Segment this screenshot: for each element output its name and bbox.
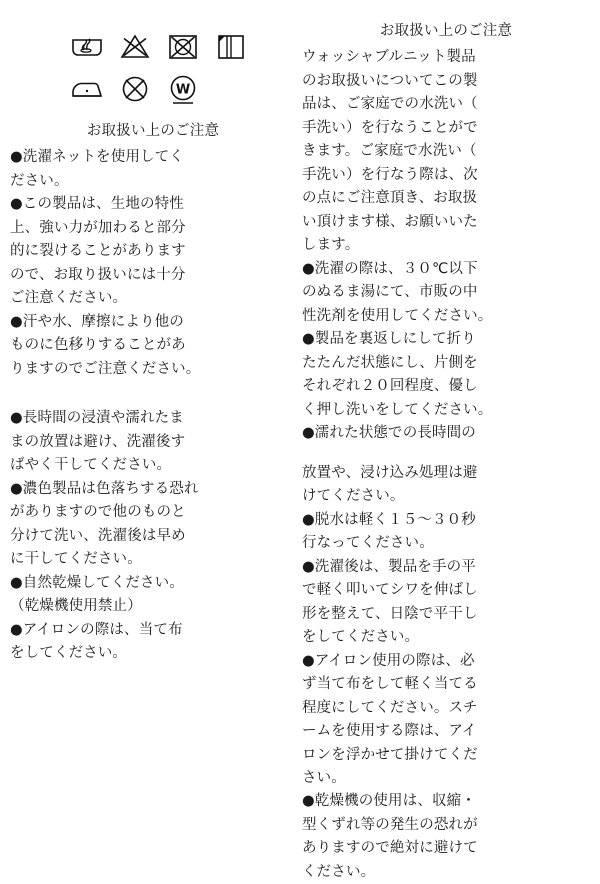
- text-line: ウォッシャブルニット製品: [302, 49, 476, 66]
- text-line: がありますので他のものと: [10, 504, 186, 521]
- spacer: [8, 381, 298, 407]
- text-line: 行なってください。: [302, 535, 434, 552]
- text-line: 性洗剤を使用してください。: [302, 307, 493, 324]
- text-line: 上、強い力が加わると部分: [10, 219, 186, 236]
- text-line: 程度にしてください。スチ: [302, 699, 478, 716]
- text-line: ●自然乾燥してください。: [10, 574, 184, 591]
- text-line: 手洗い）を行なうことがで: [302, 119, 478, 136]
- text-line: ださい。: [10, 172, 69, 189]
- care-symbols-row-1: [70, 30, 298, 64]
- text-line: ものに色移りすることがあ: [10, 337, 186, 354]
- text-line: それぞれ２０回程度、優し: [302, 378, 478, 395]
- text-line: ●洗濯後は、製品を手の平: [302, 558, 476, 575]
- text-line: ●乾燥機の使用は、収縮・: [302, 793, 476, 810]
- text-line: ●アイロン使用の際は、必: [302, 652, 475, 669]
- care-symbols-row-2: [70, 72, 298, 106]
- text-line: ●洗濯ネットを使用してく: [10, 149, 184, 166]
- text-line: （乾燥機使用禁止）: [10, 598, 142, 615]
- text-line: 的に裂けることがあります: [10, 243, 186, 260]
- text-line: ームを使用する際は、アイ: [302, 723, 477, 740]
- text-line: します。: [302, 237, 360, 254]
- text-line: に干してください。: [10, 551, 142, 568]
- no-bleach-symbol: [118, 30, 152, 64]
- text-line: 手洗い）を行なう際は、次: [302, 166, 478, 183]
- text-line: で軽く叩いてシワを伸ばし: [302, 582, 478, 599]
- text-line: ので、お取り扱いには十分: [10, 266, 186, 283]
- text-line: ばやく干してください。: [10, 457, 172, 474]
- right-block-1: [300, 46, 592, 445]
- text-line: さい。: [302, 770, 346, 786]
- text-line: ず当て布をして軽く当てる: [302, 676, 478, 693]
- text-line: 品は、ご家庭での水洗い（: [302, 96, 478, 113]
- text-line: りますのでご注意ください。: [10, 360, 201, 377]
- text-line: 分けて洗い、洗濯後は早め: [10, 527, 186, 544]
- text-line: ●この製品は、生地の特性: [10, 196, 184, 213]
- text-line: 形を整えて、日陰で平干し: [302, 605, 478, 622]
- text-line: のお取扱いについてこの製: [302, 72, 478, 89]
- text-line: ●洗濯の際は、３０℃以下: [302, 260, 478, 277]
- text-line: 型くずれ等の発生の恐れが: [302, 816, 478, 833]
- text-line: きます。ご家庭で水洗い（: [302, 143, 477, 160]
- right-heading: お取扱い上のご注意: [379, 23, 513, 39]
- text-line: く押し洗いをしてください。: [302, 401, 493, 418]
- text-line: たたんだ状態にし、片側を: [302, 354, 478, 371]
- right-column: [300, 0, 592, 880]
- dry-flat-in-shade-symbol: [214, 30, 248, 64]
- text-line: けてください。: [302, 488, 405, 505]
- text-line: のぬるま湯にて、市販の中: [302, 284, 478, 301]
- wet-clean-symbol: [166, 72, 200, 106]
- svg-text:W: W: [175, 82, 191, 98]
- text-line: い頂けます様、お願いいた: [302, 213, 478, 230]
- no-dry-clean-symbol: [118, 72, 152, 106]
- text-line: 放置や、浸け込み処理は避: [302, 464, 478, 481]
- text-line: ●汗や水、摩擦により他の: [10, 313, 184, 330]
- hand-wash-symbol: [70, 30, 104, 64]
- text-line: ●濃色製品は色落ちする恐れ: [10, 480, 199, 497]
- no-tumble-dry-symbol: [166, 30, 200, 64]
- left-block-1: [8, 146, 298, 381]
- text-line: ●製品を裏返しにして折り: [302, 331, 476, 348]
- spacer: [300, 446, 592, 462]
- text-line: ●濡れた状態での長時間の: [302, 425, 476, 442]
- care-symbols-group: [8, 30, 298, 106]
- text-line: ください。: [302, 863, 376, 880]
- text-line: まの放置は避け、洗濯後す: [10, 433, 186, 450]
- text-line: ロンを浮かせて掛けてくだ: [302, 746, 478, 763]
- text-line: ●アイロンの際は、当て布: [10, 621, 183, 638]
- text-line: をしてください。: [302, 629, 420, 646]
- text-line: ありますので絶対に避けて: [302, 840, 478, 857]
- iron-low-symbol: [70, 72, 104, 106]
- text-line: をしてください。: [10, 645, 128, 662]
- left-column: [8, 0, 298, 662]
- text-line: の点にご注意頂き、お取扱: [302, 190, 478, 207]
- left-block-2: [8, 407, 298, 665]
- right-block-2: [300, 462, 592, 884]
- left-heading: お取扱い上のご注意: [86, 123, 220, 139]
- text-line: ●長時間の浸漬や濡れたま: [10, 410, 184, 427]
- text-line: ご注意ください。: [10, 290, 128, 307]
- text-line: ●脱水は軽く１５～３０秒: [302, 511, 476, 528]
